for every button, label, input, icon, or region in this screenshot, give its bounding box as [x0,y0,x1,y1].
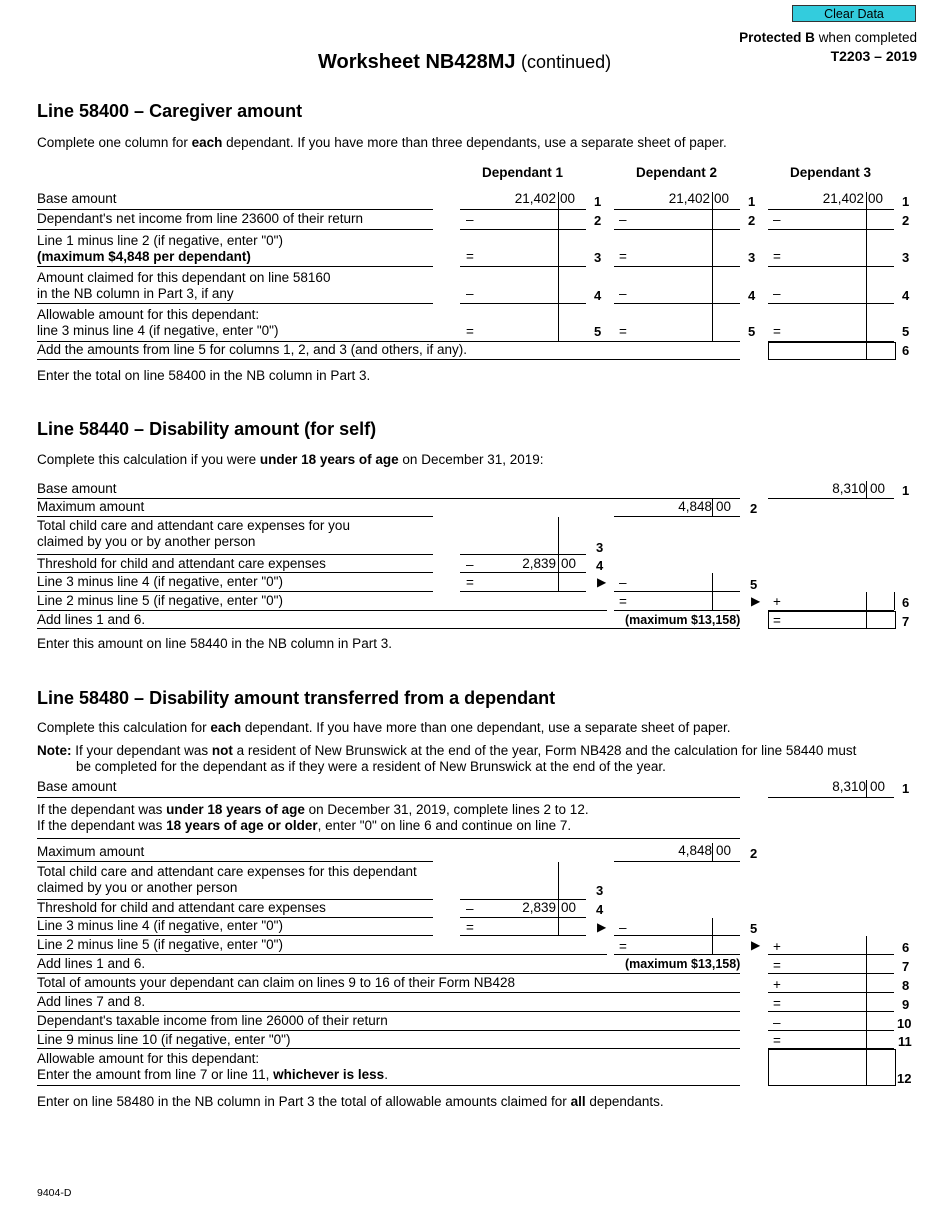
s3-minus-10: – [773,1015,781,1030]
s1-net-income-label: Dependant's net income from line 23600 of their return [37,211,364,226]
s3-arrow-6: ▶ [751,938,761,952]
s2-threshold-dollars: 2,839 [522,556,556,571]
s1-d3-ln4: 4 [902,288,910,303]
s3-ln10: 10 [897,1016,912,1031]
s3-threshold-cents: 00 [561,900,577,915]
s3-line7-label: Add lines 1 and 6. [37,956,146,971]
col-dependant-1: Dependant 1 [482,165,564,180]
s1-d2-base-dollars: 21,402 [668,191,710,206]
s3-allowable-box[interactable] [768,1049,896,1086]
s3-base-cents: 00 [870,779,886,794]
s2-arrow-6: ▶ [751,594,761,608]
s3-plus-6: + [773,939,781,954]
protected-b-label: Protected B when completed [739,30,917,45]
s3-max-note: (maximum $13,158) [625,957,741,971]
s2-equals-6: = [619,594,627,609]
s3-minus-5: – [619,920,627,935]
s2-max-cents: 00 [716,499,732,514]
s3-line12-label: Allowable amount for this dependant: Enter the amount from line 7 or line 11, whichever is less. [37,1051,388,1082]
s1-ln6: 6 [902,343,910,358]
s3-ln1: 1 [902,781,910,796]
s2-base-amount-label: Base amount [37,481,117,496]
s1-line3-label: Line 1 minus line 2 (if negative, enter "0") (maximum $4,848 per dependant) [37,233,283,264]
clear-data-button[interactable]: Clear Data [792,5,916,22]
s2-line5-label: Line 3 minus line 4 (if negative, enter "0") [37,574,283,589]
s3-line6-label: Line 2 minus line 5 (if negative, enter "0") [37,937,283,952]
s3-ln3: 3 [596,883,604,898]
s1-d2-ln1: 1 [748,194,756,209]
s2-max-dollars: 4,848 [678,499,712,514]
s3-condition-text: If the dependant was under 18 years of age on December 31, 2019, complete lines 2 to 12. If the dependant was 18 years of age or older, enter "0" on line 6 and continue on line 7. [37,802,589,833]
s1-d2-minus-2: – [619,212,627,227]
s2-ln1: 1 [902,483,910,498]
s1-d2-minus-4: – [619,286,627,301]
s2-ln6: 6 [902,595,910,610]
s3-ln11: 11 [898,1034,912,1049]
s3-ln8: 8 [902,978,910,993]
s1-line5-label: Allowable amount for this dependant: line 3 minus line 4 (if negative, enter "0") [37,307,279,338]
s3-line10-label: Dependant's taxable income from line 26000 of their return [37,1013,388,1028]
form-id: T2203 – 2019 [830,48,917,64]
s1-d2-base-cents: 00 [714,191,730,206]
s3-ln5: 5 [750,921,758,936]
disability-transfer-heading: Line 58480 – Disability amount transferred from a dependant [37,688,556,708]
s3-equals-5: = [466,920,474,935]
disability-transfer-note: Note: If your dependant was not a resident of New Brunswick at the end of the year, Form NB428 and the calculation for line 58440 must be completed for the dependant as if they were a resident of New Brunswick at the end of the year. [37,743,857,774]
disability-transfer-footer: Enter on line 58480 in the NB column in Part 3 the total of allowable amounts claimed for all dependants. [37,1094,664,1109]
s2-ln7: 7 [902,614,910,629]
s1-d1-base-dollars: 21,402 [514,191,556,206]
s3-arrow-5: ▶ [597,920,607,934]
s1-line4-label: Amount claimed for this dependant on line 58160 in the NB column in Part 3, if any [37,270,331,301]
s3-base-dollars: 8,310 [832,779,866,794]
s2-minus-5: – [619,575,627,590]
s1-d2-ln4: 4 [748,288,756,303]
s1-d3-ln1: 1 [902,194,910,209]
s2-base-cents: 00 [870,481,886,496]
s1-d3-equals-3: = [773,249,781,264]
s1-d1-ln3: 3 [594,250,602,265]
caregiver-heading: Line 58400 – Caregiver amount [37,101,303,121]
s2-arrow-5: ▶ [597,575,607,589]
disability-transfer-intro: Complete this calculation for each dependant. If you have more than one dependant, use a separate sheet of paper. [37,720,731,735]
s3-expenses-label: Total child care and attendant care expenses for this dependant claimed by you or another person [37,864,417,895]
s2-ln5: 5 [750,577,758,592]
s1-total-box[interactable] [768,342,896,360]
s3-line5-label: Line 3 minus line 4 (if negative, enter "0") [37,918,283,933]
s3-ln4: 4 [596,902,604,917]
col-dependant-3: Dependant 3 [790,165,872,180]
s3-ln2: 2 [750,846,758,861]
s3-max-amount-label: Maximum amount [37,844,145,859]
s2-plus-6: + [773,594,781,609]
s1-d3-minus-2: – [773,212,781,227]
s1-d2-equals-5: = [619,324,627,339]
caregiver-intro: Complete one column for each dependant. If you have more than three dependants, use a separate sheet of paper. [37,135,727,150]
s1-d3-equals-5: = [773,324,781,339]
col-dependant-2: Dependant 2 [636,165,718,180]
s2-threshold-label: Threshold for child and attendant care expenses [37,556,326,571]
s1-d1-ln4: 4 [594,288,602,303]
disability-self-heading: Line 58440 – Disability amount (for self) [37,419,377,439]
s1-d1-base-cents: 00 [560,191,576,206]
s1-d3-ln5: 5 [902,324,910,339]
s1-d3-ln3: 3 [902,250,910,265]
s3-equals-6: = [619,939,627,954]
s2-line6-label: Line 2 minus line 5 (if negative, enter "0") [37,593,283,608]
s1-d1-ln1: 1 [594,194,602,209]
s2-equals-5: = [466,575,474,590]
caregiver-footer: Enter the total on line 58400 in the NB column in Part 3. [37,368,371,383]
s1-d1-equals-3: = [466,249,474,264]
s1-d3-ln2: 2 [902,213,910,228]
s3-max-dollars: 4,848 [678,843,712,858]
s2-max-amount-label: Maximum amount [37,499,145,514]
s3-ln9: 9 [902,997,910,1012]
s3-max-cents: 00 [716,843,732,858]
s2-line7-label: Add lines 1 and 6. [37,612,146,627]
s3-threshold-label: Threshold for child and attendant care expenses [37,900,326,915]
s3-line9-label: Add lines 7 and 8. [37,994,146,1009]
s1-base-amount-label: Base amount [37,191,117,206]
s1-d2-ln5: 5 [748,324,756,339]
s1-d2-equals-3: = [619,249,627,264]
s2-max-note: (maximum $13,158) [625,613,741,627]
s2-ln4: 4 [596,558,604,573]
s3-equals-7: = [773,958,781,973]
s2-total-box[interactable] [768,611,896,629]
s1-d1-minus-2: – [466,212,474,227]
s1-d1-equals-5: = [466,324,474,339]
s2-expenses-label: Total child care and attendant care expenses for you claimed by you or by another person [37,518,350,549]
s2-threshold-cents: 00 [561,556,577,571]
s2-base-dollars: 8,310 [832,481,866,496]
s3-equals-9: = [773,996,781,1011]
s1-d3-base-dollars: 21,402 [822,191,864,206]
s3-minus-4: – [466,901,474,916]
s3-base-amount-label: Base amount [37,779,117,794]
s3-threshold-dollars: 2,839 [522,900,556,915]
s2-minus-4: – [466,557,474,572]
s3-line11-label: Line 9 minus line 10 (if negative, enter "0") [37,1032,291,1047]
s3-line8-label: Total of amounts your dependant can claim on lines 9 to 16 of their Form NB428 [37,975,516,990]
page-title: Worksheet NB428MJ (continued) [318,51,612,73]
disability-self-intro: Complete this calculation if you were under 18 years of age on December 31, 2019: [37,452,544,467]
s1-d1-minus-4: – [466,286,474,301]
s1-line6-label: Add the amounts from line 5 for columns 1, 2, and 3 (and others, if any). [37,342,467,357]
s3-equals-11: = [773,1033,781,1048]
s3-ln6: 6 [902,940,910,955]
s2-ln3: 3 [596,540,604,555]
s1-d2-ln3: 3 [748,250,756,265]
s2-equals-7: = [773,613,781,628]
form-code: 9404-D [37,1187,72,1199]
s1-d1-ln5: 5 [594,324,602,339]
s1-d1-ln2: 2 [594,213,602,228]
s2-ln2: 2 [750,501,758,516]
s3-ln7: 7 [902,959,910,974]
disability-self-footer: Enter this amount on line 58440 in the NB column in Part 3. [37,636,392,651]
s3-plus-8: + [773,977,781,992]
s1-d3-base-cents: 00 [868,191,884,206]
s3-ln12: 12 [897,1071,912,1086]
s1-d2-ln2: 2 [748,213,756,228]
s1-d3-minus-4: – [773,286,781,301]
